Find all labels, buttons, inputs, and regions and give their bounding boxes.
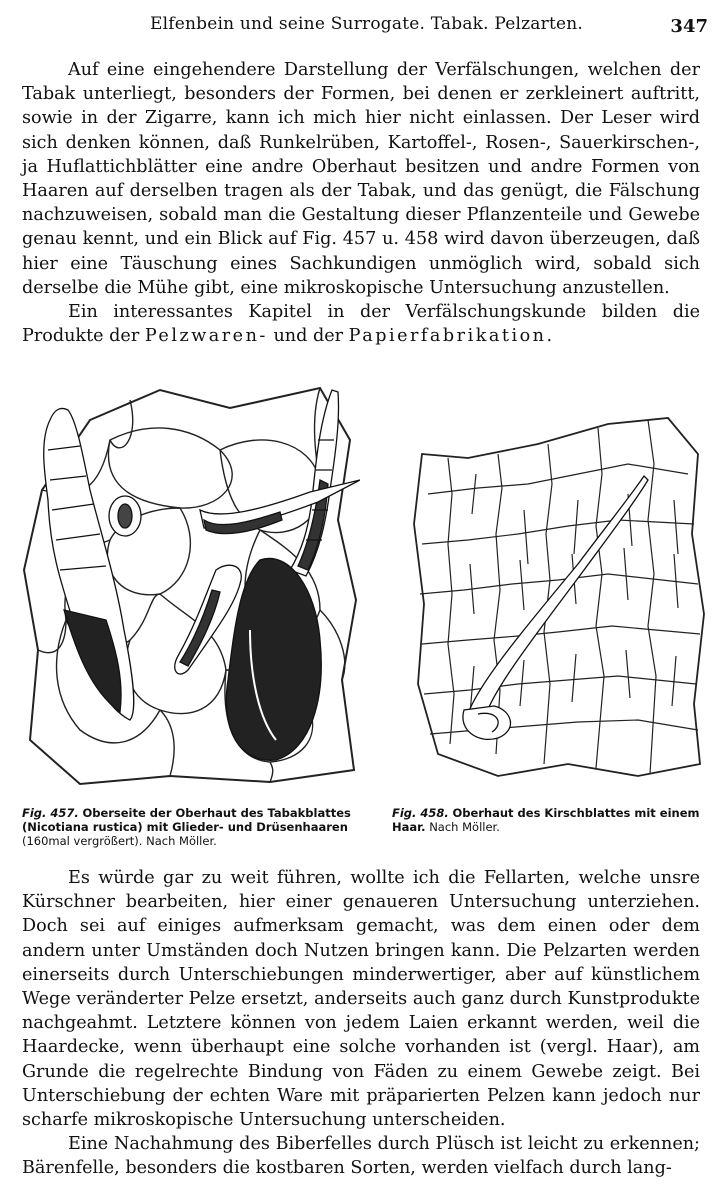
page-header [0, 14, 728, 44]
figure-458-illustration [408, 414, 708, 789]
page-number: 347 [670, 16, 708, 37]
figure-458-number: Fig. 458. [392, 806, 449, 820]
figure-458-caption-rest: Nach Möller. [429, 820, 500, 834]
chapter-intro-middle: und der [273, 326, 344, 347]
figure-457-caption [22, 806, 372, 848]
paragraph-fur-adulteration: Es würde gar zu weit führen, wollte ich die Fellarten, welche unsre Kürschner bearbeiten, hier einer genaueren Untersuchung unterziehen. Doch sei auf einiges aufmerksam gemacht, was dem einen oder dem andern unter Umständen doch Nutzen bringen kann. Die Pelzarten werden einerseits durch Unterschiebungen minderwertiger, aber auf künstlichem Wege veränderter Pelze ersetzt, anderseits auch ganz durch Kunstprodukte nachgeahmt. Letztere können von jedem Laien erkannt werden, weil die Haardecke, wenn überhaupt eine solche vorhanden ist (vergl. Haar), am Grunde die regelrechte Bindung von Fäden zu einem Gewebe zeigt. Bei Unterschiebung der echten Ware mit präparierten Pelzen kann jedoch nur scharfe mikroskopische Untersuchung unterscheiden. [22, 868, 700, 1131]
bottom-text [22, 866, 700, 1181]
figure-457-caption-bold: Oberseite der Oberhaut des Tabakblattes (Nicotiana rustica) mit Glieder- und Drüsenhaaren [22, 806, 351, 834]
paragraph-beaver-imitation: Eine Nachahmung des Biberfelles durch Plüsch ist leicht zu erkennen; Bärenfelle, besonders die kostbaren Sorten, werden vielfach durch lang- [22, 1134, 700, 1179]
paragraph-tobacco-adulteration: Auf eine eingehendere Darstellung der Verfälschungen, welchen der Tabak unterliegt, besonders der Formen, bei denen er zerkleinert auftritt, sowie in der Zigarre, kann ich mich hier nicht einlassen. Der Leser wird sich denken können, daß Runkelrüben, Kartoffel-, Rosen-, Sauerkirschen-, ja Huflattichblätter eine andre Oberhaut besitzen und andre Formen von Haaren auf derselben tragen als der Tabak, und das genügt, die Fälschung nachzuweisen, sobald man die Gestaltung dieser Pflanzenteile und Gewebe genau kennt, und ein Blick auf Fig. 457 u. 458 wird davon überzeugen, daß hier eine Täuschung eines Sachkundigen unmöglich wird, sobald sich derselbe die Mühe gibt, eine mikroskopische Untersuchung anzustellen. [22, 60, 700, 298]
term-pelzwaren: Pelzwaren- [144, 326, 268, 347]
figures [0, 374, 728, 854]
figure-458-caption [392, 806, 702, 834]
figure-457-number: Fig. 457. [22, 806, 79, 820]
chapter-intro-lead: Ein interessantes Kapitel in der Verfälschungskunde bilden die Produkte der [22, 302, 700, 347]
figure-457-illustration [20, 380, 360, 790]
top-text [22, 58, 700, 348]
paragraph-chapter-intro [22, 300, 700, 348]
figure-457-caption-rest: (160mal vergrößert). Nach Möller. [22, 834, 217, 848]
running-head: Elfenbein und seine Surrogate. Tabak. Pelzarten. [150, 14, 584, 34]
figure-458-caption-bold: Oberhaut des Kirschblattes mit einem Haar. [392, 806, 700, 834]
term-papierfabrikation: Papierfabrikation. [348, 326, 555, 347]
